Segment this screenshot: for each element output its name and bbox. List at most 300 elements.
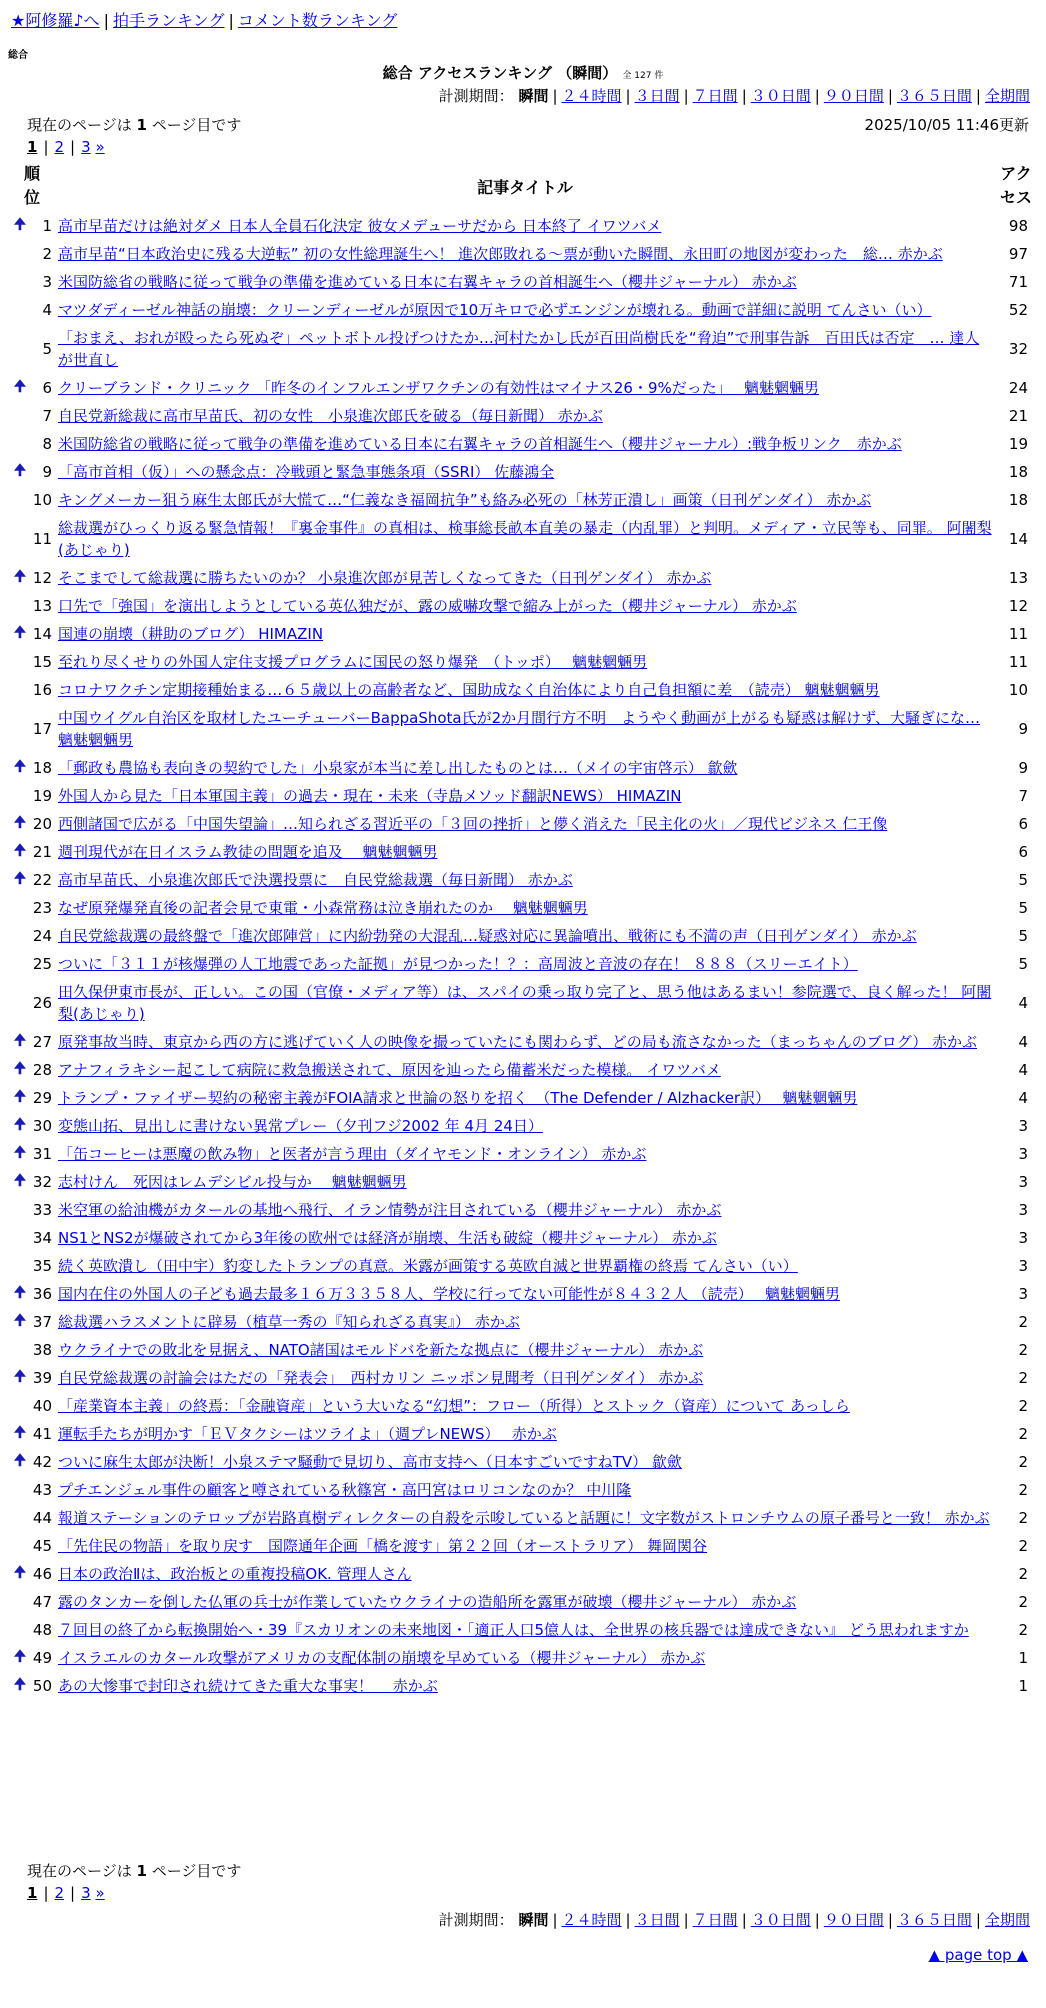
up-arrow-icon: 🠉 [13, 460, 27, 479]
access-count: 14 [1008, 530, 1028, 548]
rank-number: 44 [32, 1509, 52, 1527]
rank-number: 47 [32, 1593, 52, 1611]
up-arrow-icon: 🠉 [13, 868, 27, 887]
article-title-link[interactable]: マツダディーゼル神話の崩壊：クリーンディーゼルが原因で10万キロで必ずエンジンが壊れる。動画で詳細に説明 てんさい（い） [58, 301, 932, 319]
comment-ranking-link[interactable]: コメント数ランキング [237, 11, 398, 30]
page-info-suffix: ページ目です [146, 116, 242, 134]
page-info-number: 1 [136, 116, 147, 134]
up-arrow-icon: 🠉 [13, 1030, 27, 1049]
access-count: 11 [1008, 625, 1028, 643]
up-arrow-icon: 🠉 [13, 1170, 27, 1189]
access-count: 9 [1018, 720, 1028, 738]
up-arrow-icon: 🠉 [13, 1282, 27, 1301]
article-title-link[interactable]: プチエンジェル事件の顧客と噂されている秋篠宮・高円宮はロリコンなのか？ 中川隆 [58, 1481, 632, 1499]
table-row [0, 1140, 1046, 1168]
rank-number: 1 [42, 217, 52, 235]
article-title-cell [56, 1056, 992, 1084]
up-arrow-icon: 🠉 [13, 1142, 27, 1161]
period-90d-link[interactable]: ９０日間 [823, 87, 884, 105]
period-label: 計測期間： [438, 1911, 514, 1929]
rank-number: 31 [32, 1145, 52, 1163]
article-title-link[interactable]: 米国防総省の戦略に従って戦争の準備を進めている日本に右翼キャラの首相誕生へ（櫻井ジャーナル） 赤かぶ [58, 273, 797, 291]
period-365d-link[interactable]: ３６５日間 [896, 87, 972, 105]
header-rank: 順位 [23, 164, 40, 207]
article-title-link[interactable]: 自民党新総裁に高市早苗氏、初の女性 小泉進次郎氏を破る（毎日新聞） 赤かぶ [58, 407, 603, 425]
access-count: 3 [1018, 1201, 1028, 1219]
article-title-cell [56, 458, 992, 486]
article-title-cell [56, 704, 992, 754]
page-info-top [27, 114, 241, 135]
article-title-link[interactable]: イスラエルのカタール攻撃がアメリカの支配体制の崩壊を早めている（櫻井ジャーナル） 赤かぶ [58, 1649, 706, 1667]
period-3d-link[interactable]: ３日間 [634, 1911, 680, 1929]
table-row [0, 1084, 1046, 1112]
up-arrow-icon: 🠉 [13, 566, 27, 585]
article-title-link[interactable]: アナフィラキシー起こして病院に救急搬送されて、原因を辿ったら備蓄米だった模様。 イワツバメ [58, 1061, 721, 1079]
access-count: 52 [1008, 301, 1028, 319]
table-row [0, 1504, 1046, 1532]
rank-number: 19 [32, 787, 52, 805]
table-row [0, 1280, 1046, 1308]
table-row [0, 1588, 1046, 1616]
rank-number: 40 [32, 1397, 52, 1415]
period-all-link[interactable]: 全期間 [984, 87, 1030, 105]
access-count: 11 [1008, 653, 1028, 671]
access-count: 2 [1018, 1621, 1028, 1639]
up-arrow-icon: 🠉 [13, 622, 27, 641]
rank-number: 11 [32, 530, 52, 548]
access-count: 2 [1018, 1537, 1028, 1555]
access-count: 2 [1018, 1341, 1028, 1359]
article-title-cell [56, 486, 992, 514]
ranking-table [0, 212, 1046, 1700]
table-row [0, 978, 1046, 1028]
page-info-bottom [27, 1860, 241, 1881]
up-arrow-icon: 🠉 [13, 376, 27, 395]
article-title-link[interactable]: ついに麻生太郎が決断！小泉ステマ騒動で見切り、高市支持へ（日本すごいですねTV） 歙歛 [58, 1453, 682, 1471]
article-title-cell [56, 402, 992, 430]
article-title-link[interactable]: トランプ・ファイザー契約の秘密主義がFOIA請求と世論の怒りを招く （The Defender / Alzhacker訳） 魑魅魍魎男 [58, 1089, 858, 1107]
access-count: 3 [1018, 1173, 1028, 1191]
period-24h-link[interactable]: ２４時間 [561, 1911, 622, 1929]
article-title-link[interactable]: 国内在住の外国人の子ども過去最多１６万３３５８人、学校に行ってない可能性が８４３２人 （読売） 魑魅魍魎男 [58, 1285, 841, 1303]
period-30d-link[interactable]: ３０日間 [750, 1911, 811, 1929]
article-title-cell [56, 564, 992, 592]
table-row [0, 268, 1046, 296]
article-title-link[interactable]: 運転手たちが明かす「ＥＶタクシーはツライよ」（週プレNEWS） 赤かぶ [58, 1425, 557, 1443]
access-count: 2 [1018, 1397, 1028, 1415]
article-title-cell [56, 1588, 992, 1616]
article-title-cell [56, 1196, 992, 1224]
article-title-link[interactable]: 米空軍の給油機がカタールの基地へ飛行、イラン情勢が注目されている（櫻井ジャーナル） 赤かぶ [58, 1201, 722, 1219]
article-title-cell [56, 782, 992, 810]
article-title-link[interactable]: 変態山拓、見出しに書けない異常プレー（夕刊フジ2002 年 4月 24日） [58, 1117, 543, 1135]
access-count: 71 [1008, 273, 1028, 291]
article-title-link[interactable]: そこまでして総裁選に勝ちたいのか？ 小泉進次郎が見苦しくなってきた（日刊ゲンダイ） 赤かぶ [58, 569, 712, 587]
table-row [0, 1644, 1046, 1672]
article-title-cell [56, 676, 992, 704]
article-title-link[interactable]: キングメーカー狙う麻生太郎氏が大慌て…“仁義なき福岡抗争”も絡み必死の「林芳正潰し」画策（日刊ゲンダイ） 赤かぶ [58, 491, 872, 509]
article-title-cell [56, 950, 992, 978]
access-count: 10 [1008, 681, 1028, 699]
table-row [0, 592, 1046, 620]
article-title-cell [56, 648, 992, 676]
rank-number: 42 [32, 1453, 52, 1471]
header-access: アクセス [999, 164, 1032, 207]
total-count: 全 127 件 [622, 71, 664, 81]
period-7d-link[interactable]: ７日間 [692, 1911, 738, 1929]
table-row [0, 240, 1046, 268]
pager-top: 1 | 2 | 3 » [27, 138, 105, 156]
table-row [0, 212, 1046, 240]
article-title-link[interactable]: 高市早苗氏、小泉進次郎氏で決選投票に 自民党総裁選（毎日新聞） 赤かぶ [58, 871, 573, 889]
period-selector-top: 計測期間： 瞬間 | ２４時間 | ３日間 | ７日間 | ３０日間 | ９０日間 | ３６５日間 | 全期間 [438, 87, 1030, 105]
period-selector-bottom: 計測期間： 瞬間 | ２４時間 | ３日間 | ７日間 | ３０日間 | ９０日間 | ３６５日間 | 全期間 [438, 1911, 1030, 1929]
rank-number: 36 [32, 1285, 52, 1303]
rank-number: 9 [42, 463, 52, 481]
article-title-link[interactable]: 高市早苗だけは絶対ダメ 日本人全員石化決定 彼女メデューサだから 日本終了 イワツバメ [58, 217, 662, 235]
rank-number: 26 [32, 994, 52, 1012]
table-row [0, 402, 1046, 430]
table-row [0, 1616, 1046, 1644]
article-title-cell [56, 866, 992, 894]
article-title-cell [56, 1672, 992, 1700]
page-info-number: 1 [136, 1862, 147, 1880]
article-title-link[interactable]: ７回目の終了から転換開始へ・39『スカリオンの未来地図・「適正人口5億人は、全世界の核兵器では達成できない』 どう思われますか [58, 1621, 969, 1639]
table-row [0, 1420, 1046, 1448]
article-title-link[interactable]: 続く英欧潰し（田中宇）豹変したトランプの真意。米露が画策する英欧自滅と世界覇権の終焉 てんさい（い） [58, 1257, 798, 1275]
article-title-cell [56, 1616, 992, 1644]
table-row [0, 1560, 1046, 1588]
article-title-cell [56, 1224, 992, 1252]
access-count: 13 [1008, 569, 1028, 587]
table-row [0, 1028, 1046, 1056]
article-title-link[interactable]: 田久保伊東市長が、正しい。この国（官僚・メディア等）は、スパイの乗っ取り完了と、思う他はあるまい！参院選で、良く解った！ 阿闍梨(あじゃり) [58, 983, 992, 1023]
period-24h-link[interactable]: ２４時間 [561, 87, 622, 105]
access-count: 3 [1018, 1117, 1028, 1135]
up-arrow-icon: 🠉 [13, 1086, 27, 1105]
table-row [0, 1196, 1046, 1224]
article-title-link[interactable]: 「缶コーヒーは悪魔の飲み物」と医者が言う理由（ダイヤモンド・オンライン） 赤かぶ [58, 1145, 647, 1163]
table-row [0, 1448, 1046, 1476]
article-title-cell [56, 1504, 992, 1532]
access-count: 2 [1018, 1313, 1028, 1331]
top-nav: ★阿修羅♪へ | 拍手ランキング | コメント数ランキング [11, 11, 398, 30]
rank-number: 13 [32, 597, 52, 615]
article-title-cell [56, 1364, 992, 1392]
rank-number: 21 [32, 843, 52, 861]
article-title-cell [56, 1112, 992, 1140]
article-title-cell [56, 810, 992, 838]
article-title-cell [56, 1308, 992, 1336]
up-arrow-icon: 🠉 [13, 1310, 27, 1329]
up-arrow-icon: 🠉 [13, 1450, 27, 1469]
rank-number: 20 [32, 815, 52, 833]
article-title-link[interactable]: 原発事故当時、東京から西の方に逃げていく人の映像を撮っていたにも関わらず、どの局も流さなかった（まっちゃんのブログ） 赤かぶ [58, 1033, 978, 1051]
article-title-cell [56, 592, 992, 620]
article-title-cell [56, 1140, 992, 1168]
article-title-cell [56, 1392, 992, 1420]
access-count: 32 [1008, 340, 1028, 358]
access-count: 3 [1018, 1285, 1028, 1303]
article-title-link[interactable]: 露のタンカーを倒した仏軍の兵士が作業していたウクライナの造船所を露軍が破壊（櫻井ジャーナル） 赤かぶ [58, 1593, 797, 1611]
pager-page-2[interactable]: 2 [54, 1884, 65, 1902]
access-count: 2 [1018, 1369, 1028, 1387]
up-arrow-icon: 🠉 [13, 1422, 27, 1441]
pager-next[interactable]: » [95, 1884, 105, 1902]
access-count: 1 [1018, 1649, 1028, 1667]
table-row [0, 1252, 1046, 1280]
rank-number: 38 [32, 1341, 52, 1359]
access-count: 5 [1018, 955, 1028, 973]
article-title-cell [56, 374, 992, 402]
up-arrow-icon: 🠉 [13, 1058, 27, 1077]
rank-number: 15 [32, 653, 52, 671]
up-arrow-icon: 🠉 [13, 1646, 27, 1665]
rank-number: 49 [32, 1649, 52, 1667]
up-arrow-icon: 🠉 [13, 812, 27, 831]
access-count: 5 [1018, 899, 1028, 917]
article-title-link[interactable]: クリーブランド・クリニック 「昨冬のインフルエンザワクチンの有効性はマイナス26・9%だった」 魑魅魍魎男 [58, 379, 820, 397]
rank-number: 14 [32, 625, 52, 643]
article-title-link[interactable]: 西側諸国で広がる「中国失望論」…知られざる習近平の「３回の挫折」と儚く消えた「民主化の火」／現代ビジネス 仁王像 [58, 815, 888, 833]
article-title-link[interactable]: 日本の政治Ⅱは、政治板との重複投稿OK. 管理人さん [58, 1565, 412, 1583]
access-count: 4 [1018, 1033, 1028, 1051]
rank-number: 27 [32, 1033, 52, 1051]
rank-number: 23 [32, 899, 52, 917]
category-label: 総合 [8, 50, 28, 61]
pager-current: 1 [27, 138, 38, 156]
table-row [0, 324, 1046, 374]
table-row [0, 866, 1046, 894]
access-count: 3 [1018, 1145, 1028, 1163]
table-row [0, 754, 1046, 782]
rank-number: 12 [32, 569, 52, 587]
rank-number: 6 [42, 379, 52, 397]
article-title-cell [56, 1420, 992, 1448]
article-title-cell [56, 514, 992, 564]
table-row [0, 1532, 1046, 1560]
article-title-cell [56, 1028, 992, 1056]
access-count: 5 [1018, 927, 1028, 945]
pager-bottom: 1 | 2 | 3 » [27, 1884, 105, 1902]
article-title-cell [56, 1448, 992, 1476]
period-365d-link[interactable]: ３６５日間 [896, 1911, 972, 1929]
table-row [0, 676, 1046, 704]
pager-page-3[interactable]: 3 [81, 1884, 91, 1902]
rank-number: 50 [32, 1677, 52, 1695]
article-title-link[interactable]: ついに「３１１が核爆弾の人工地震であった証拠」が見つかった！？：高周波と音波の存在！ ８８８（スリーエイト） [58, 955, 858, 973]
rank-number: 35 [32, 1257, 52, 1275]
article-title-link[interactable]: 「高市首相（仮）」への懸念点：冷戦頭と緊急事態条項（SSRI） 佐藤鴻全 [58, 463, 555, 481]
article-title-cell [56, 1168, 992, 1196]
rank-number: 37 [32, 1313, 52, 1331]
table-row [0, 1112, 1046, 1140]
up-arrow-icon: 🠉 [13, 1366, 27, 1385]
table-row [0, 950, 1046, 978]
up-arrow-icon: 🠉 [13, 1674, 27, 1693]
table-row [0, 1224, 1046, 1252]
article-title-link[interactable]: 外国人から見た「日本軍国主義」の過去・現在・未来（寺島メソッド翻訳NEWS） HIMAZIN [58, 787, 682, 805]
article-title-cell [56, 894, 992, 922]
article-title-cell [56, 922, 992, 950]
page-title [0, 62, 1046, 83]
article-title-link[interactable]: 口先で「強国」を演出しようとしている英仏独だが、露の威嚇攻撃で縮み上がった（櫻井ジャーナル） 赤かぶ [58, 597, 797, 615]
article-title-link[interactable]: 報道ステーションのテロップが岩路真樹ディレクターの自殺を示唆していると話題に！文字数がストロンチウムの原子番号と一致！ 赤かぶ [58, 1509, 990, 1527]
access-count: 18 [1008, 491, 1028, 509]
page-top-link[interactable]: ▲ page top ▲ [928, 1946, 1028, 1964]
article-title-link[interactable]: 総裁選がひっくり返る緊急情報！『裏金事件』の真相は、検事総長畝本直美の暴走（内乱罪）と判明。メディア・立民等も、同罪。 阿闍梨(あじゃり) [58, 519, 992, 559]
rank-number: 46 [32, 1565, 52, 1583]
table-row [0, 1336, 1046, 1364]
article-title-link[interactable]: 至れり尽くせりの外国人定住支援プログラムに国民の怒り爆発 （トッポ） 魑魅魍魎男 [58, 653, 648, 671]
rank-number: 3 [42, 273, 52, 291]
article-title-cell [56, 1280, 992, 1308]
article-title-link[interactable]: 米国防総省の戦略に従って戦争の準備を進めている日本に右翼キャラの首相誕生へ（櫻井ジャーナル）:戦争板リンク 赤かぶ [58, 435, 902, 453]
table-row [0, 838, 1046, 866]
article-title-link[interactable]: 「産業資本主義」の終焉：「金融資産」という大いなる“幻想”：フロー（所得）とストック（資産）について あっしら [58, 1397, 850, 1415]
access-count: 4 [1018, 1061, 1028, 1079]
period-all-link[interactable]: 全期間 [984, 1911, 1030, 1929]
period-7d-link[interactable]: ７日間 [692, 87, 738, 105]
article-title-link[interactable]: 志村けん 死因はレムデシビル投与か 魑魅魍魎男 [58, 1173, 407, 1191]
rank-number: 2 [42, 245, 52, 263]
rank-number: 41 [32, 1425, 52, 1443]
period-90d-link[interactable]: ９０日間 [823, 1911, 884, 1929]
article-title-link[interactable]: 週刊現代が在日イスラム教徒の問題を追及 魑魅魍魎男 [58, 843, 438, 861]
table-row [0, 648, 1046, 676]
access-count: 2 [1018, 1425, 1028, 1443]
rank-number: 30 [32, 1117, 52, 1135]
up-arrow-icon: 🠉 [13, 840, 27, 859]
article-title-cell [56, 1476, 992, 1504]
access-count: 5 [1018, 871, 1028, 889]
rank-number: 43 [32, 1481, 52, 1499]
article-title-link[interactable]: ウクライナでの敗北を見据え、NATO諸国はモルドバを新たな拠点に（櫻井ジャーナル） 赤かぶ [58, 1341, 704, 1359]
article-title-cell [56, 1532, 992, 1560]
updated-timestamp: 2025/10/05 11:46更新 [864, 116, 1029, 134]
article-title-cell [56, 838, 992, 866]
page-title-text: 総合 アクセスランキング （瞬間） [382, 64, 618, 82]
table-row [0, 1056, 1046, 1084]
article-title-link[interactable]: 国連の崩壊（耕助のブログ） HIMAZIN [58, 625, 324, 643]
rank-number: 8 [42, 435, 52, 453]
table-row [0, 922, 1046, 950]
rank-number: 25 [32, 955, 52, 973]
article-title-link[interactable]: 中国ウイグル自治区を取材したユーチューバーBappaShota氏が2か月間行方不明 ようやく動画が上がるも疑惑は解けず、大騒ぎにな… 魑魅魍魎男 [58, 709, 980, 749]
period-label: 計測期間： [438, 87, 514, 105]
table-row [0, 296, 1046, 324]
article-title-cell [56, 1252, 992, 1280]
access-count: 3 [1018, 1257, 1028, 1275]
page-info-prefix: 現在のページは [27, 116, 137, 134]
article-title-link[interactable]: NS1とNS2が爆破されてから3年後の欧州では経済が崩壊、生活も破綻（櫻井ジャーナル） 赤かぶ [58, 1229, 717, 1247]
table-row [0, 1476, 1046, 1504]
article-title-link[interactable]: 高市早苗“日本政治史に残る大逆転” 初の女性総理誕生へ！ 進次郎敗れる〜票が動いた瞬間、永田町の地図が変わった 総… 赤かぶ [58, 245, 943, 263]
table-row [0, 1672, 1046, 1700]
article-title-cell [56, 324, 992, 374]
rank-number: 33 [32, 1201, 52, 1219]
home-link[interactable]: ★阿修羅♪へ [11, 11, 100, 30]
rank-number: 4 [42, 301, 52, 319]
table-row [0, 486, 1046, 514]
access-count: 6 [1018, 843, 1028, 861]
article-title-cell [56, 1336, 992, 1364]
article-title-cell [56, 268, 992, 296]
up-arrow-icon: 🠉 [13, 214, 27, 233]
access-count: 4 [1018, 1089, 1028, 1107]
access-count: 6 [1018, 815, 1028, 833]
article-title-link[interactable]: 総裁選ハラスメントに辟易（植草一秀の『知られざる真実』） 赤かぶ [58, 1313, 520, 1331]
up-arrow-icon: 🠉 [13, 1562, 27, 1581]
table-row [0, 620, 1046, 648]
rank-number: 29 [32, 1089, 52, 1107]
article-title-link[interactable]: 「郵政も農協も表向きの契約でした」小泉家が本当に差し出したものとは…（メイの宇宙啓示） 歙歛 [58, 759, 738, 777]
pager-page-3[interactable]: 3 [81, 138, 91, 156]
article-title-link[interactable]: あの大惨事で封印され続けてきた重大な事実！ 赤かぶ [58, 1677, 438, 1695]
article-title-link[interactable]: なぜ原発爆発直後の記者会見で東電・小森常務は泣き崩れたのか 魑魅魍魎男 [58, 899, 588, 917]
page-info-suffix: ページ目です [146, 1862, 242, 1880]
access-count: 3 [1018, 1229, 1028, 1247]
access-count: 1 [1018, 1677, 1028, 1695]
access-count: 9 [1018, 759, 1028, 777]
access-count: 12 [1008, 597, 1028, 615]
pager-next[interactable]: » [95, 138, 105, 156]
article-title-cell [56, 754, 992, 782]
rank-number: 39 [32, 1369, 52, 1387]
article-title-cell [56, 296, 992, 324]
access-count: 7 [1018, 787, 1028, 805]
table-row [0, 1392, 1046, 1420]
article-title-link[interactable]: コロナワクチン定期接種始まる…６５歳以上の高齢者など、国助成なく自治体により自己負担額に差 （読売） 魑魅魍魎男 [58, 681, 880, 699]
up-arrow-icon: 🠉 [13, 756, 27, 775]
article-title-cell [56, 1644, 992, 1672]
table-row [0, 374, 1046, 402]
rank-number: 24 [32, 927, 52, 945]
table-row [0, 1168, 1046, 1196]
table-row [0, 458, 1046, 486]
up-arrow-icon: 🠉 [13, 1114, 27, 1133]
period-current: 瞬間 [518, 87, 549, 105]
article-title-link[interactable]: 自民党総裁選の最終盤で「進次郎陣営」に内紛勃発の大混乱…疑惑対応に異論噴出、戦術にも不満の声（日刊ゲンダイ） 赤かぶ [58, 927, 917, 945]
table-row [0, 564, 1046, 592]
rank-number: 45 [32, 1537, 52, 1555]
applause-ranking-link[interactable]: 拍手ランキング [112, 11, 225, 30]
access-count: 2 [1018, 1453, 1028, 1471]
access-count: 19 [1008, 435, 1028, 453]
pager-page-2[interactable]: 2 [54, 138, 65, 156]
access-count: 2 [1018, 1565, 1028, 1583]
article-title-link[interactable]: 自民党総裁選の討論会はただの「発表会」 西村カリン ニッポン見聞考（日刊ゲンダイ） 赤かぶ [58, 1369, 704, 1387]
rank-number: 22 [32, 871, 52, 889]
table-row [0, 1364, 1046, 1392]
rank-number: 28 [32, 1061, 52, 1079]
article-title-cell [56, 240, 992, 268]
access-count: 2 [1018, 1481, 1028, 1499]
table-row [0, 1308, 1046, 1336]
period-3d-link[interactable]: ３日間 [634, 87, 680, 105]
article-title-link[interactable]: 「おまえ、おれが殴ったら死ぬぞ」ペットボトル投げつけたか…河村たかし氏が百田尚樹氏を“脅迫”で刑事告訴 百田氏は否定 … 達人が世直し [58, 329, 980, 369]
rank-number: 5 [42, 340, 52, 358]
table-row [0, 704, 1046, 754]
table-row [0, 430, 1046, 458]
period-30d-link[interactable]: ３０日間 [750, 87, 811, 105]
article-title-cell [56, 1560, 992, 1588]
article-title-cell [56, 620, 992, 648]
access-count: 18 [1008, 463, 1028, 481]
article-title-link[interactable]: 「先住民の物語」を取り戻す 国際通年企画「橋を渡す」第２２回（オーストラリア） 舞岡関谷 [58, 1537, 708, 1555]
article-title-cell [56, 212, 992, 240]
table-row [0, 810, 1046, 838]
